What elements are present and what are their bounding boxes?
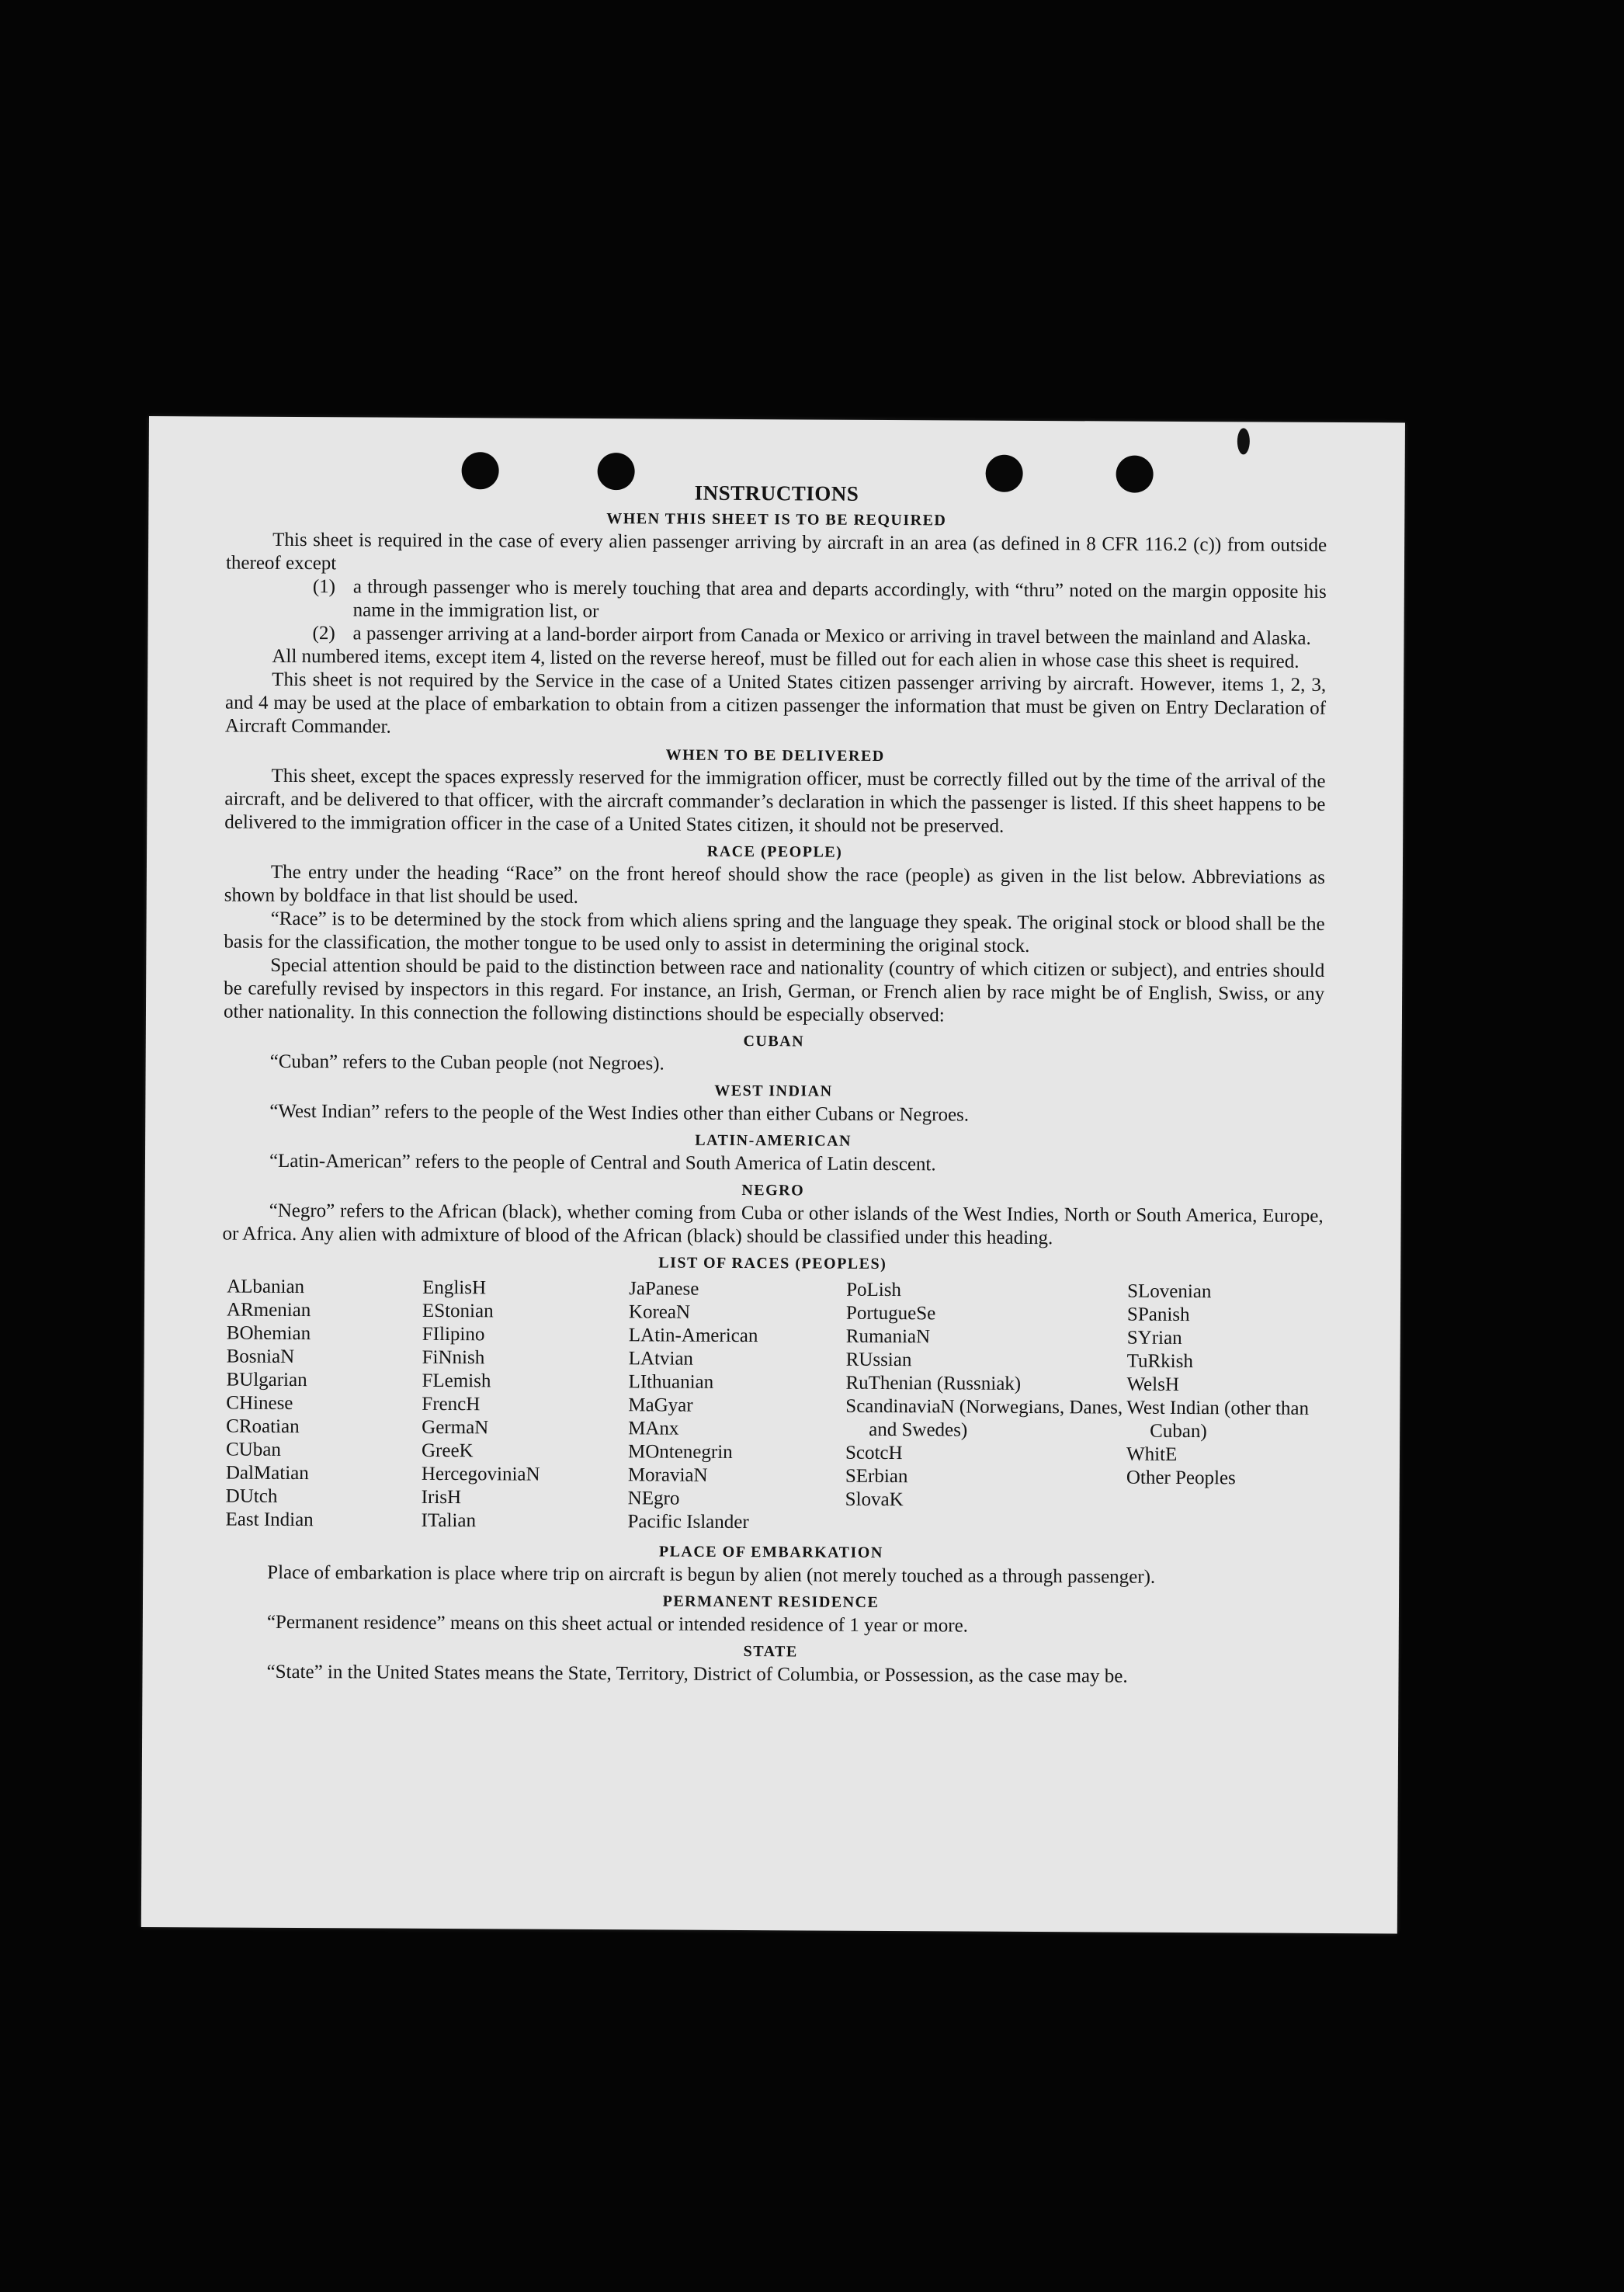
paragraph: “State” in the United States means the State, Territory, District of Columbia, or Possession, as the case may be. [266,1661,1128,1687]
race-item: MAnx [628,1418,679,1439]
race-item: MoraviaN [627,1464,708,1486]
page-title: INSTRUCTIONS [694,481,859,505]
race-item: ITalian [421,1509,477,1532]
race-item: East Indian [225,1509,314,1531]
paragraph: “Race” is to be determined by the stock from which aliens spring and the language they speak. The original stock or blood shall be the basis for the classification, the mother tongue to be used only to assist in determining the original stock. [224,908,1325,957]
section-heading: PERMANENT RESIDENCE [662,1592,880,1611]
paragraph: “Latin-American” refers to the people of Central and South America of Latin descent. [269,1150,936,1176]
race-item: HercegoviniaN [421,1463,540,1485]
item-number: (1) [312,576,336,598]
section-heading: WHEN THIS SHEET IS TO BE REQUIRED [606,510,947,530]
race-item: IrisH [421,1486,462,1509]
race-column [421,1276,629,1533]
list-item [313,575,1327,627]
paragraph: “Permanent residence” means on this sheet actual or intended residence of 1 year or more. [266,1611,969,1637]
race-item: SErbian [845,1465,908,1488]
race-item: GermaN [422,1416,489,1439]
paragraph: All numbered items, except item 4, listed on the reverse hereof, must be filled out for each alien in whose case this sheet is required. [272,645,1300,672]
race-item: RUssian [845,1349,912,1371]
race-item: CRoatian [226,1415,300,1438]
item-text: a through passenger who is merely touching that area and departs accordingly, with “thru” noted on the margin opposite his name in the immigration list, or [352,576,1327,623]
race-item: CUban [225,1439,281,1460]
race-item: LAtvian [628,1348,694,1370]
section-heading: LIST OF RACES (PEOPLES) [658,1254,887,1273]
section-heading: LATIN-AMERICAN [695,1131,852,1150]
race-item: ScotcH [845,1442,903,1464]
paragraph: “Cuban” refers to the Cuban people (not Negroes). [269,1050,665,1075]
race-item: SLovenian [1127,1280,1212,1303]
race-item: ARmenian [226,1299,311,1321]
race-item: NEgro [627,1488,680,1509]
race-item: JaPanese [629,1278,699,1300]
section-heading: PLACE OF EMBARKATION [658,1543,883,1561]
item-number: (2) [312,623,335,644]
section-heading: WHEN TO BE DELIVERED [665,746,885,765]
race-column [1126,1280,1327,1537]
race-item: MOntenegrin [627,1441,733,1463]
paragraph: This sheet, except the spaces expressly reserved for the immigration officer, must be correctly filled out by the time of the arrival of the aircraft, and be delivered to that officer, with the aircraft commander’s declaration in which the passenger is listed. If this sheet happens to be delivered to the immigration officer in the case of a United States citizen, it should not be preserved. [224,765,1326,837]
race-item: WhitE [1126,1443,1178,1465]
race-item: MaGyar [628,1394,693,1416]
race-item: PoLish [846,1279,902,1301]
section-heading: WEST INDIAN [714,1082,833,1100]
paragraph: This sheet is not required by the Service in the case of a United States citizen passenger arriving by aircraft. However, items 1, 2, 3, and 4 may be used at the place of embarkation to obtain from a citizen passenger the information that must be given on Entry Declaration of Aircraft Commander. [224,668,1327,738]
item-text: a passenger arriving at a land-border airport from Canada or Mexico or arriving in travel between the mainland and Alaska. [352,623,1311,649]
race-item: KoreaN [628,1301,691,1323]
race-column [845,1279,1127,1537]
race-item: SYrian [1126,1327,1182,1349]
race-column [627,1277,846,1534]
race-item: LAtin-American [628,1325,758,1347]
race-item: SlovaK [845,1488,904,1511]
race-item: BOhemian [226,1322,311,1345]
race-item: Pacific Islander [627,1511,749,1533]
section-heading: NEGRO [741,1182,805,1200]
race-item: RumaniaN [845,1325,931,1348]
paragraph: “West Indian” refers to the people of the West Indies other than either Cubans or Negroes. [269,1100,970,1126]
paragraph: Place of embarkation is place where trip on aircraft is begun by alien (not merely touched as a through passenger). [267,1561,1156,1588]
race-item: DalMatian [225,1462,309,1485]
race-item: PortugueSe [845,1302,936,1325]
race-item: Other Peoples [1126,1467,1236,1489]
race-column [225,1276,422,1533]
race-item: DUtch [225,1485,278,1507]
paragraph: This sheet is required in the case of every alien passenger arriving by aircraft in an area (as defined in 8 CFR 116.2 (c)) from outside thereof except [225,529,1327,575]
paragraph: The entry under the heading “Race” on the front hereof should show the race (people) as given in the list below. Abbreviations as shown by boldface in that list should be used. [224,861,1325,908]
section-heading: STATE [743,1643,798,1661]
race-item: SPanish [1126,1304,1190,1326]
section-heading: RACE (PEOPLE) [706,842,843,861]
race-item: FLemish [422,1370,491,1392]
race-item: ScandinaviaN (Norwegians, Danes, and Swedes) [845,1395,1123,1441]
ink-speck [1237,428,1250,454]
race-item: RuThenian (Russniak) [845,1372,1022,1394]
race-item: BosniaN [226,1346,295,1367]
race-item: West Indian (other than Cuban) [1126,1397,1310,1443]
instructions-text [220,479,1327,1689]
document-sheet [141,416,1405,1933]
race-item: FiNnish [422,1346,485,1369]
race-item: WelsH [1126,1373,1179,1395]
race-item: GreeK [421,1439,474,1462]
race-item: LIthuanian [628,1371,714,1393]
race-list [225,1276,1323,1537]
paragraph: “Negro” refers to the African (black), whether coming from Cuba or other islands of the West Indies, North or South America, Europe, or Africa. Any alien with admixture of blood of the African (black) should be classified under this heading. [222,1200,1324,1249]
race-item: EStonian [422,1300,494,1322]
race-item: CHinese [226,1392,293,1414]
section-heading: CUBAN [743,1033,805,1050]
race-item: TuRkish [1126,1350,1193,1373]
race-item: ALbanian [227,1276,305,1298]
race-item: FrencH [422,1393,481,1415]
race-item: EnglisH [422,1276,487,1299]
race-item: FIlipino [422,1323,485,1346]
paragraph: Special attention should be paid to the distinction between race and nationality (country of which citizen or subject), and entries should be carefully revised by inspectors in this regard. For instance, an Irish, German, or French alien by race might be of English, Swiss, or any other nationality. In this connection the following distinctions should be especially observed: [223,954,1325,1026]
race-item: BUlgarian [226,1369,307,1391]
